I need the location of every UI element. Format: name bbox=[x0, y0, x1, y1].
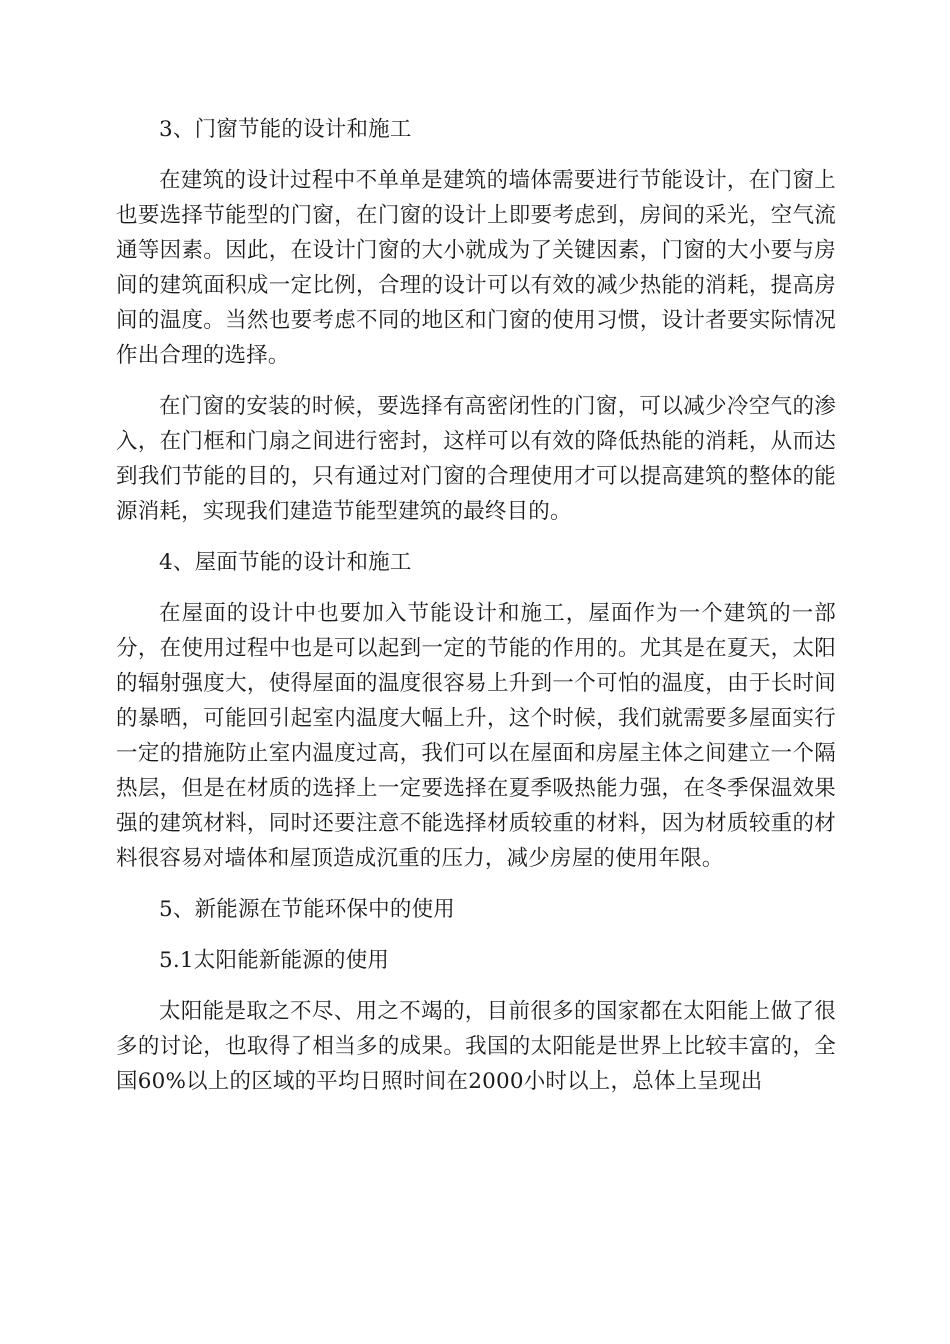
section-heading-doors-windows: 3、门窗节能的设计和施工 bbox=[159, 117, 412, 142]
section-heading-new-energy: 5、新能源在节能环保中的使用 bbox=[159, 897, 455, 922]
document-body bbox=[116, 112, 836, 1115]
paragraph-solar-energy: 太阳能是取之不尽、用之不竭的，目前很多的国家都在太阳能上做了很多的讨论，也取得了相当多的成果。我国的太阳能是世界上比较丰富的，全国60%以上的区域的平均日照时间在2000小时以上，总体上呈现出 bbox=[116, 999, 836, 1094]
paragraph-roof-design: 在屋面的设计中也要加入节能设计和施工，屋面作为一个建筑的一部分，在使用过程中也是可以起到一定的节能的作用的。尤其是在夏天，太阳的辐射强度大，使得屋面的温度很容易上升到一个可怕的温度，由于长时间的暴晒，可能回引起室内温度大幅上升，这个时候，我们就需要多屋面实行一定的措施防止室内温度过高，我们可以在屋面和房屋主体之间建立一个隔热层，但是在材质的选择上一定要选择在夏季吸热能力强，在冬季保温效果强的建筑材料，同时还要注意不能选择材质较重的材料，因为材质较重的材料很容易对墙体和屋顶造成沉重的压力，减少房屋的使用年限。 bbox=[116, 601, 836, 871]
paragraph-doors-windows-design: 在建筑的设计过程中不单单是建筑的墙体需要进行节能设计，在门窗上也要选择节能型的门窗，在门窗的设计上即要考虑到，房间的采光，空气流通等因素。因此，在设计门窗的大小就成为了关键因素，门窗的大小要与房间的建筑面积成一定比例，合理的设计可以有效的减少热能的消耗，提高房间的温度。当然也要考虑不同的地区和门窗的使用习惯，设计者要实际情况作出合理的选择。 bbox=[116, 168, 836, 368]
section-heading-roof: 4、屋面节能的设计和施工 bbox=[159, 550, 412, 575]
subsection-heading-solar: 5.1太阳能新能源的使用 bbox=[159, 948, 390, 973]
paragraph-doors-windows-installation: 在门窗的安装的时候，要选择有高密闭性的门窗，可以减少冷空气的渗入，在门框和门扇之间进行密封，这样可以有效的降低热能的消耗，从而达到我们节能的目的，只有通过对门窗的合理使用才可以提高建筑的整体的能源消耗，实现我们建造节能型建筑的最终目的。 bbox=[116, 394, 836, 524]
